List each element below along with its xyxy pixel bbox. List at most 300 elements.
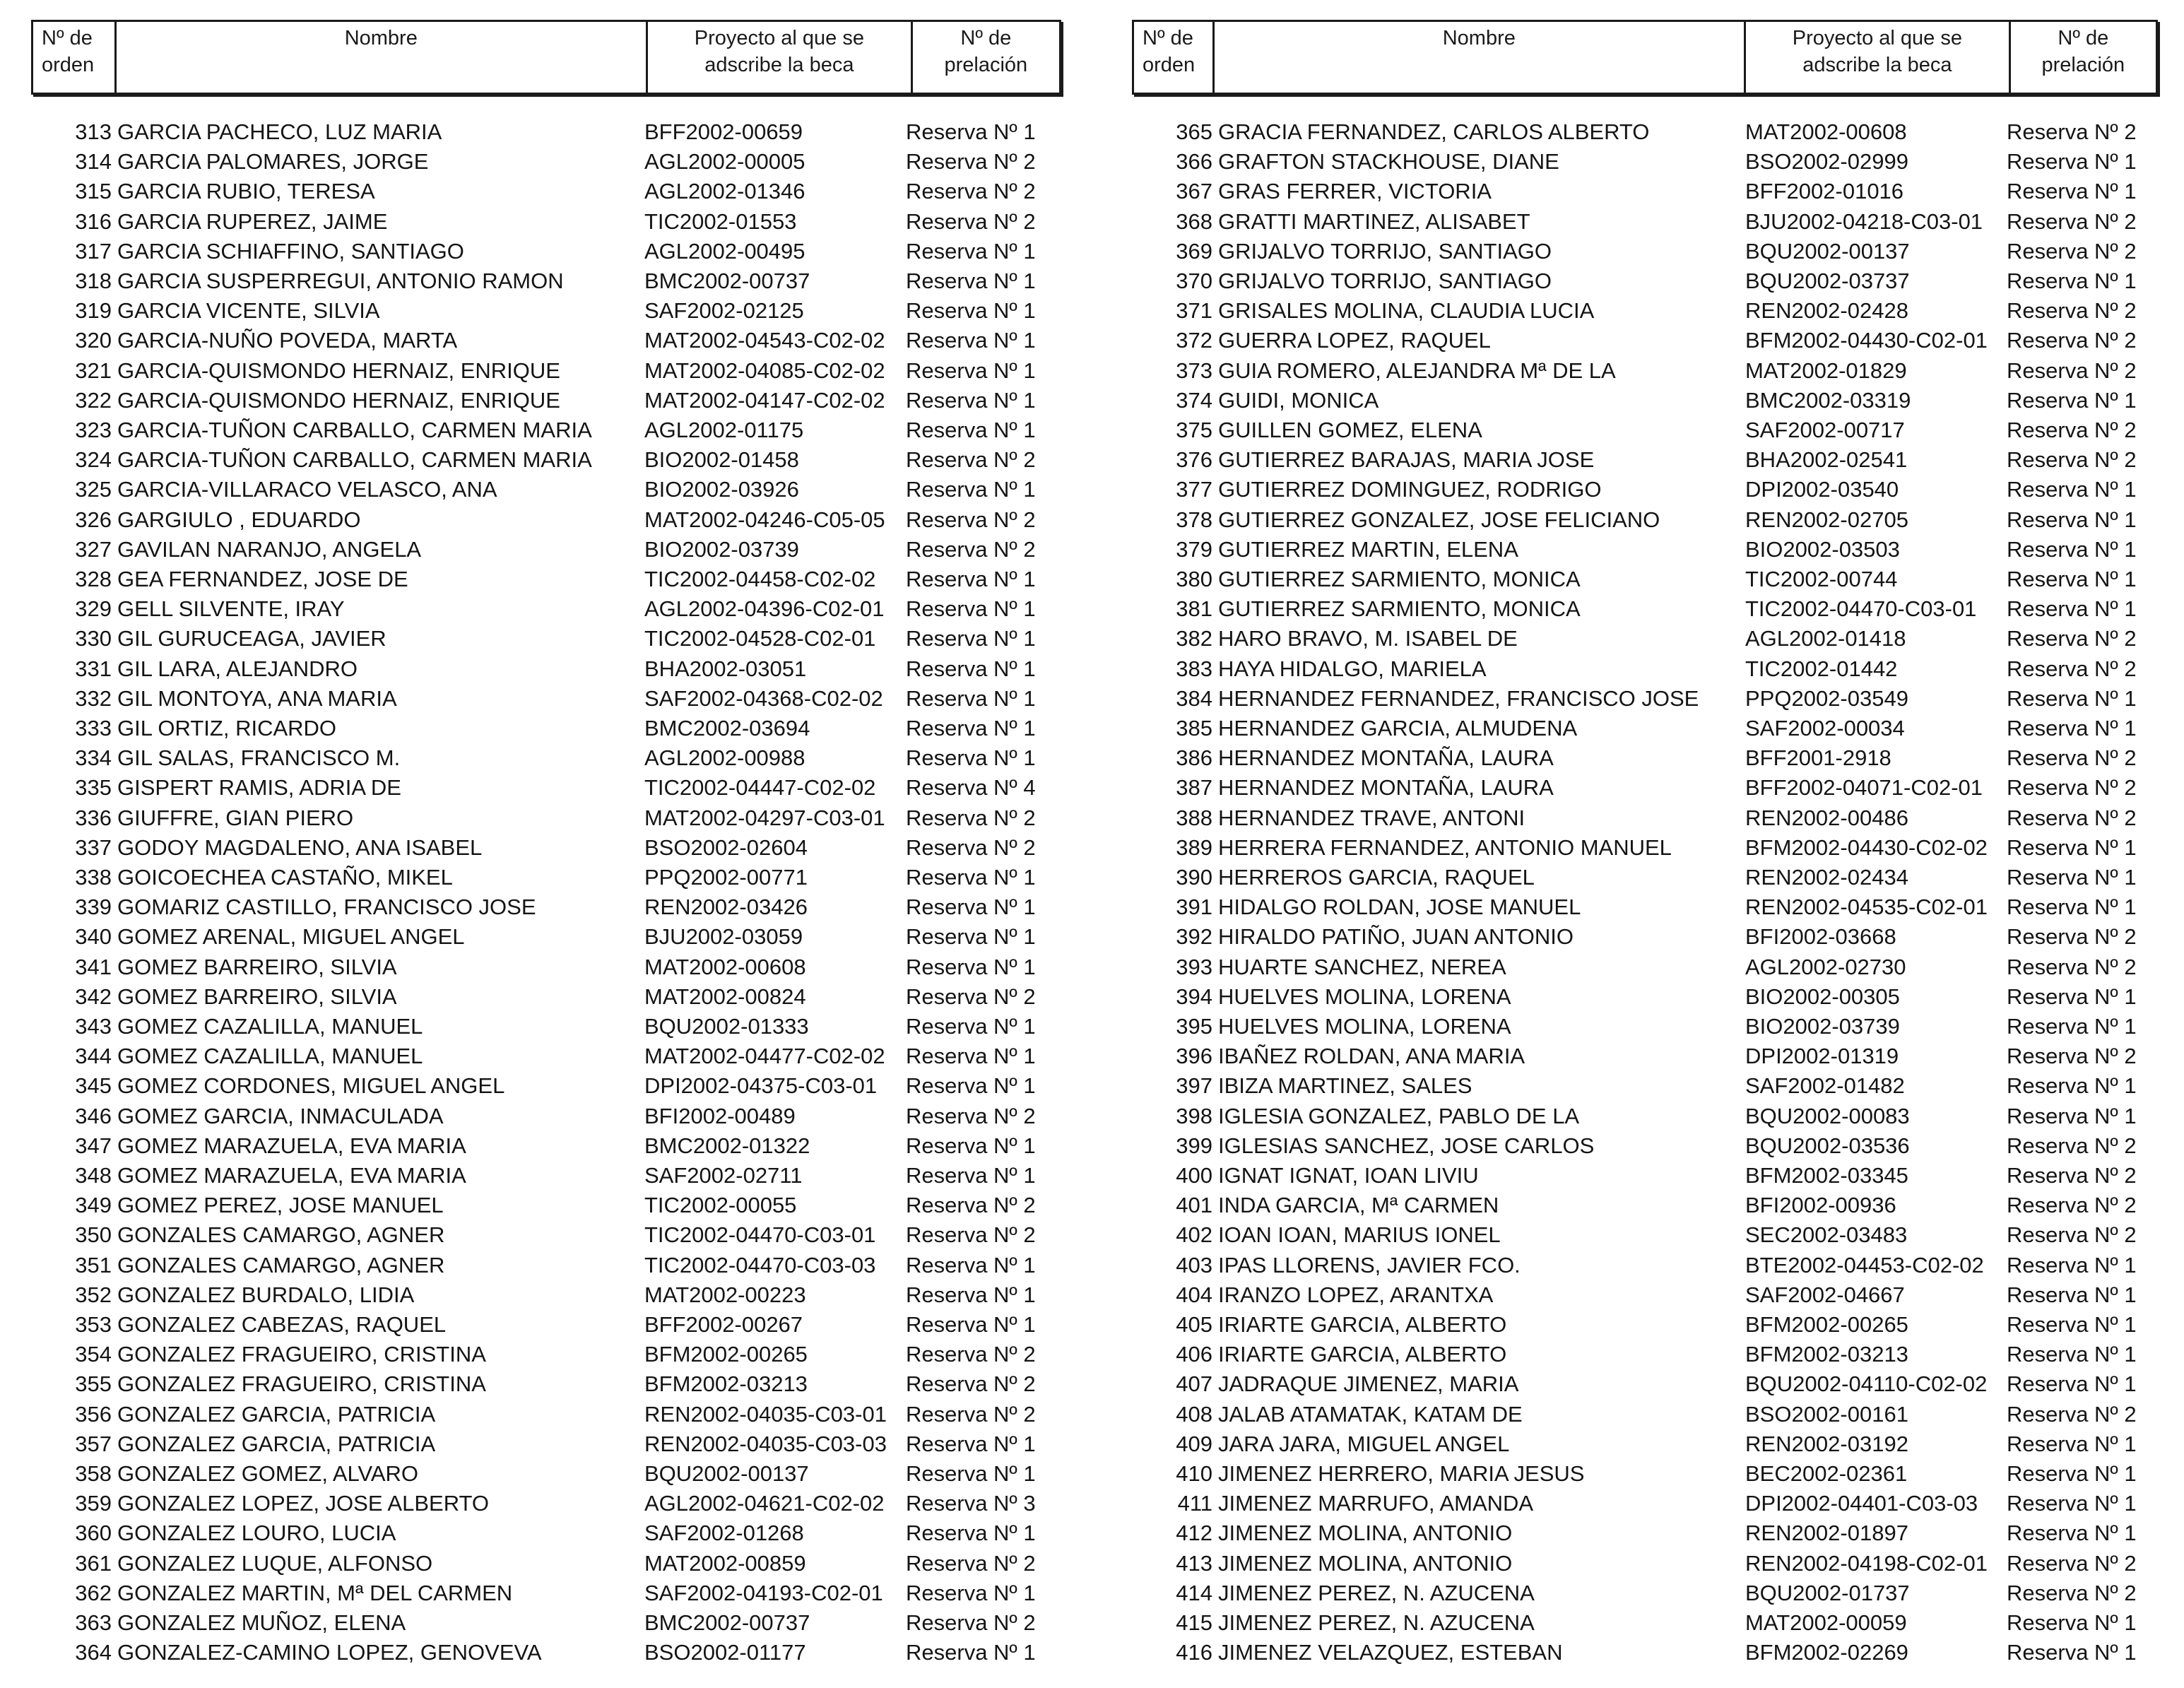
row-project: BIO2002-03503	[1745, 536, 1900, 562]
row-name: HIDALGO ROLDAN, JOSE MANUEL	[1218, 895, 1581, 920]
row-project: SAF2002-00717	[1745, 418, 1905, 442]
row-number: 382	[1176, 626, 1212, 651]
row-project: DPI2002-03540	[1745, 477, 1899, 502]
row-status: Reserva Nº 1	[2007, 1431, 2137, 1456]
row-status: Reserva Nº 1	[906, 1461, 1036, 1486]
row-name: GARCIA RUBIO, TERESA	[117, 179, 375, 204]
row-number: 389	[1176, 834, 1212, 860]
row-status: Reserva Nº 1	[2007, 834, 2137, 860]
row-project: BFM2002-00265	[1745, 1312, 1908, 1337]
row-project: BQU2002-00137	[1745, 238, 1910, 264]
table-row	[1132, 773, 2184, 803]
table-row	[1132, 1400, 2184, 1429]
row-status: Reserva Nº 1	[2007, 1640, 2137, 1665]
row-status: Reserva Nº 1	[2007, 1103, 2137, 1128]
row-number: 356	[75, 1401, 112, 1427]
row-number: 390	[1176, 865, 1212, 890]
row-name: GONZALEZ GARCIA, PATRICIA	[117, 1431, 436, 1456]
row-number: 329	[75, 596, 112, 622]
row-name: GIL LARA, ALEJANDRO	[117, 656, 358, 681]
row-name: GONZALEZ MARTIN, Mª DEL CARMEN	[117, 1580, 513, 1605]
row-name: GONZALEZ MUÑOZ, ELENA	[117, 1610, 406, 1635]
row-name: GARCIA-QUISMONDO HERNAIZ, ENRIQUE	[117, 358, 560, 383]
row-name: GARGIULO , EDUARDO	[117, 507, 361, 532]
row-status: Reserva Nº 2	[2007, 1580, 2137, 1605]
table-row	[1132, 1489, 2184, 1518]
row-name: GONZALES CAMARGO, AGNER	[117, 1222, 445, 1248]
row-number: 349	[75, 1193, 112, 1218]
row-status: Reserva Nº 1	[2007, 895, 2137, 920]
row-project: BMC2002-01322	[644, 1133, 810, 1158]
row-number: 363	[75, 1610, 112, 1635]
row-status: Reserva Nº 2	[906, 1610, 1036, 1635]
row-project: SAF2002-02125	[644, 298, 804, 324]
row-name: GUERRA LOPEZ, RAQUEL	[1218, 328, 1491, 353]
row-number: 388	[1176, 805, 1212, 830]
row-status: Reserva Nº 1	[2007, 387, 2137, 413]
row-project: BFF2002-00267	[644, 1312, 803, 1337]
row-status: Reserva Nº 2	[2007, 775, 2137, 801]
row-project: BIO2002-03739	[644, 536, 799, 562]
table-row	[31, 833, 1091, 863]
row-status: Reserva Nº 2	[906, 984, 1036, 1009]
table-row	[1132, 415, 2184, 445]
row-name: GOMEZ BARREIRO, SILVIA	[117, 984, 397, 1009]
row-project: SAF2002-01482	[1745, 1073, 1905, 1099]
row-status: Reserva Nº 2	[2007, 954, 2137, 979]
row-project: BMC2002-00737	[644, 1610, 810, 1635]
header-proyecto: Proyecto al que se adscribe la beca	[1746, 22, 2011, 93]
row-name: GOMEZ MARAZUELA, EVA MARIA	[117, 1163, 466, 1188]
row-name: JIMENEZ MOLINA, ANTONIO	[1218, 1521, 1513, 1546]
row-number: 404	[1176, 1282, 1212, 1307]
row-number: 405	[1176, 1312, 1212, 1337]
table-row	[31, 803, 1091, 833]
row-number: 343	[75, 1014, 112, 1039]
row-status: Reserva Nº 1	[906, 716, 1036, 740]
row-status: Reserva Nº 2	[2007, 418, 2137, 442]
row-number: 397	[1176, 1073, 1212, 1099]
row-number: 331	[75, 656, 112, 681]
row-status: Reserva Nº 1	[906, 745, 1036, 771]
row-name: GARCIA-QUISMONDO HERNAIZ, ENRIQUE	[117, 387, 560, 413]
row-number: 406	[1176, 1342, 1212, 1367]
row-name: GIL GURUCEAGA, JAVIER	[117, 626, 386, 651]
row-status: Reserva Nº 1	[2007, 596, 2137, 622]
row-number: 350	[75, 1222, 112, 1248]
row-status: Reserva Nº 1	[906, 328, 1036, 353]
row-status: Reserva Nº 2	[2007, 1401, 2137, 1427]
row-name: GOMEZ GARCIA, INMACULADA	[117, 1103, 444, 1128]
row-project: SAF2002-04368-C02-02	[644, 685, 883, 711]
row-number: 318	[75, 268, 112, 293]
row-name: GOMEZ CORDONES, MIGUEL ANGEL	[117, 1073, 505, 1099]
row-number: 326	[75, 507, 112, 532]
row-status: Reserva Nº 2	[906, 536, 1036, 562]
row-number: 373	[1176, 358, 1212, 383]
row-project: REN2002-02428	[1745, 298, 1908, 324]
table-row	[1132, 535, 2184, 565]
row-project: TIC2002-01553	[644, 208, 797, 234]
row-name: GOMEZ MARAZUELA, EVA MARIA	[117, 1133, 466, 1158]
row-status: Reserva Nº 4	[906, 775, 1036, 801]
table-row	[1132, 803, 2184, 833]
row-number: 383	[1176, 656, 1212, 681]
row-project: TIC2002-00744	[1745, 567, 1898, 591]
row-name: GISPERT RAMIS, ADRIA DE	[117, 775, 401, 801]
row-number: 377	[1176, 477, 1212, 502]
row-number: 342	[75, 984, 112, 1009]
row-name: GELL SILVENTE, IRAY	[117, 596, 345, 622]
row-number: 364	[75, 1640, 112, 1665]
table-row	[31, 207, 1091, 237]
row-status: Reserva Nº 2	[2007, 1133, 2137, 1158]
row-number: 317	[75, 238, 112, 264]
row-number: 398	[1176, 1103, 1212, 1128]
row-project: BFM2002-03345	[1745, 1163, 1908, 1188]
row-status: Reserva Nº 1	[906, 567, 1036, 591]
table-row	[1132, 1102, 2184, 1131]
row-number: 333	[75, 716, 112, 740]
row-project: BFF2002-01016	[1745, 179, 1904, 204]
row-project: BIO2002-00305	[1745, 984, 1900, 1009]
row-number: 402	[1176, 1222, 1212, 1248]
row-name: IGNAT IGNAT, IOAN LIVIU	[1218, 1163, 1479, 1188]
row-name: GUILLEN GOMEZ, ELENA	[1218, 418, 1482, 442]
row-name: JIMENEZ VELAZQUEZ, ESTEBAN	[1218, 1640, 1563, 1665]
row-number: 340	[75, 924, 112, 950]
row-name: GONZALEZ LOPEZ, JOSE ALBERTO	[117, 1491, 490, 1516]
table-row	[1132, 863, 2184, 892]
row-project: AGL2002-02730	[1745, 954, 1906, 979]
table-row	[1132, 117, 2184, 147]
table-row	[31, 386, 1091, 415]
row-name: GARCIA SUSPERREGUI, ANTONIO RAMON	[117, 268, 564, 293]
row-name: IRIARTE GARCIA, ALBERTO	[1218, 1342, 1507, 1367]
row-project: BIO2002-01458	[644, 447, 799, 473]
row-project: BJU2002-03059	[644, 924, 803, 950]
row-name: IRANZO LOPEZ, ARANTXA	[1218, 1282, 1494, 1307]
header-proyecto: Proyecto al que se adscribe la beca	[648, 22, 913, 93]
row-project: PPQ2002-00771	[644, 865, 808, 890]
table-row	[31, 1012, 1091, 1041]
row-project: REN2002-04035-C03-01	[644, 1401, 887, 1427]
row-status: Reserva Nº 2	[906, 1103, 1036, 1128]
row-number: 345	[75, 1073, 112, 1099]
row-status: Reserva Nº 2	[2007, 656, 2137, 681]
header-prelacion: Nº de prelación	[944, 27, 1028, 76]
row-name: GARCIA-VILLARACO VELASCO, ANA	[117, 477, 497, 502]
row-project: BQU2002-01737	[1745, 1580, 1910, 1605]
row-status: Reserva Nº 1	[2007, 685, 2137, 711]
row-name: HIRALDO PATIÑO, JUAN ANTONIO	[1218, 924, 1574, 950]
row-number: 355	[75, 1371, 112, 1397]
row-number: 330	[75, 626, 112, 651]
row-project: REN2002-01897	[1745, 1521, 1908, 1546]
row-number: 408	[1176, 1401, 1212, 1427]
row-number: 319	[75, 298, 112, 324]
table-row	[1132, 1310, 2184, 1340]
row-project: SAF2002-00034	[1745, 716, 1905, 740]
row-project: BHA2002-03051	[644, 656, 807, 681]
table-row	[1132, 1220, 2184, 1250]
row-number: 339	[75, 895, 112, 920]
row-name: GOMEZ CAZALILLA, MANUEL	[117, 1014, 423, 1039]
row-number: 396	[1176, 1044, 1212, 1069]
row-number: 358	[75, 1461, 112, 1486]
row-status: Reserva Nº 2	[2007, 447, 2137, 473]
row-number: 410	[1176, 1461, 1212, 1486]
row-status: Reserva Nº 1	[906, 298, 1036, 324]
table-row	[31, 1429, 1091, 1459]
row-status: Reserva Nº 1	[906, 596, 1036, 622]
row-name: IGLESIAS SANCHEZ, JOSE CARLOS	[1218, 1133, 1595, 1158]
row-number: 362	[75, 1580, 112, 1605]
row-number: 354	[75, 1342, 112, 1367]
row-name: GAVILAN NARANJO, ANGELA	[117, 536, 422, 562]
row-status: Reserva Nº 2	[2007, 1550, 2137, 1576]
row-number: 407	[1176, 1371, 1212, 1397]
table-row	[1132, 1340, 2184, 1369]
row-project: BQU2002-00083	[1745, 1103, 1910, 1128]
row-number: 415	[1176, 1610, 1212, 1635]
table-row	[31, 535, 1091, 565]
header-nombre: Nombre	[1215, 22, 1747, 93]
row-status: Reserva Nº 2	[906, 1371, 1036, 1397]
row-number: 366	[1176, 149, 1212, 175]
table-row	[1132, 147, 2184, 177]
row-name: GOMEZ BARREIRO, SILVIA	[117, 954, 397, 979]
row-number: 393	[1176, 954, 1212, 979]
row-status: Reserva Nº 1	[2007, 1521, 2137, 1546]
row-name: GARCIA SCHIAFFINO, SANTIAGO	[117, 238, 464, 264]
table-row	[31, 1608, 1091, 1638]
row-number: 341	[75, 954, 112, 979]
row-project: BTE2002-04453-C02-02	[1745, 1252, 1984, 1277]
row-number: 395	[1176, 1014, 1212, 1039]
row-project: DPI2002-01319	[1745, 1044, 1899, 1069]
row-name: HAYA HIDALGO, MARIELA	[1218, 656, 1487, 681]
row-name: GARCIA-TUÑON CARBALLO, CARMEN MARIA	[117, 447, 592, 473]
table-row	[31, 356, 1091, 386]
row-project: REN2002-04198-C02-01	[1745, 1550, 1988, 1576]
table-row	[1132, 1041, 2184, 1071]
row-name: GRACIA FERNANDEZ, CARLOS ALBERTO	[1218, 119, 1650, 144]
row-number: 322	[75, 387, 112, 413]
row-number: 335	[75, 775, 112, 801]
row-project: BFF2001-2918	[1745, 745, 1891, 771]
table-row	[31, 326, 1091, 355]
table-row	[1132, 833, 2184, 863]
row-status: Reserva Nº 1	[906, 1163, 1036, 1188]
row-status: Reserva Nº 1	[906, 924, 1036, 950]
table-row	[1132, 326, 2184, 355]
row-number: 376	[1176, 447, 1212, 473]
table-row	[31, 1251, 1091, 1280]
row-status: Reserva Nº 1	[906, 1014, 1036, 1039]
row-name: HUARTE SANCHEZ, NEREA	[1218, 954, 1506, 979]
row-number: 375	[1176, 418, 1212, 442]
row-project: REN2002-04035-C03-03	[644, 1431, 887, 1456]
row-number: 399	[1176, 1133, 1212, 1158]
row-project: BQU2002-04110-C02-02	[1745, 1371, 1988, 1397]
header-orden: Nº de orden	[1134, 22, 1215, 93]
row-status: Reserva Nº 2	[906, 805, 1036, 830]
row-name: GONZALEZ LOURO, LUCIA	[117, 1521, 396, 1546]
row-project: SAF2002-04667	[1745, 1282, 1905, 1307]
row-name: GUTIERREZ BARAJAS, MARIA JOSE	[1218, 447, 1595, 473]
row-status: Reserva Nº 1	[2007, 567, 2137, 591]
table-row	[31, 266, 1091, 296]
row-number: 351	[75, 1252, 112, 1277]
row-project: TIC2002-04470-C03-01	[1745, 596, 1977, 622]
table-row	[31, 1549, 1091, 1578]
table-row	[1132, 922, 2184, 952]
table-row	[1132, 1251, 2184, 1280]
table-row	[31, 714, 1091, 743]
table-row	[31, 892, 1091, 922]
row-name: IGLESIA GONZALEZ, PABLO DE LA	[1218, 1103, 1580, 1128]
row-project: BQU2002-03536	[1745, 1133, 1910, 1158]
row-number: 370	[1176, 268, 1212, 293]
row-number: 338	[75, 865, 112, 890]
row-number: 385	[1176, 716, 1212, 740]
row-project: BMC2002-00737	[644, 268, 810, 293]
row-project: TIC2002-04470-C03-01	[644, 1222, 876, 1248]
row-status: Reserva Nº 1	[906, 268, 1036, 293]
table-row	[31, 952, 1091, 982]
row-project: DPI2002-04401-C03-03	[1745, 1491, 1978, 1516]
table-row	[1132, 1638, 2184, 1668]
row-project: BFM2002-03213	[644, 1371, 808, 1397]
row-name: GOICOECHEA CASTAÑO, MIKEL	[117, 865, 453, 890]
row-project: SEC2002-03483	[1745, 1222, 1908, 1248]
row-project: AGL2002-01175	[644, 418, 804, 442]
row-status: Reserva Nº 1	[906, 1073, 1036, 1099]
row-status: Reserva Nº 2	[2007, 1193, 2137, 1218]
row-name: JALAB ATAMATAK, KATAM DE	[1218, 1401, 1523, 1427]
row-number: 348	[75, 1163, 112, 1188]
row-number: 371	[1176, 298, 1212, 324]
row-status: Reserva Nº 1	[2007, 1014, 2137, 1039]
table-row	[31, 1400, 1091, 1429]
row-project: REN2002-03192	[1745, 1431, 1908, 1456]
row-name: GUTIERREZ MARTIN, ELENA	[1218, 536, 1518, 562]
table-row	[31, 565, 1091, 594]
row-project: BSO2002-01177	[644, 1640, 806, 1665]
row-status: Reserva Nº 1	[906, 1521, 1036, 1546]
row-name: GARCIA-TUÑON CARBALLO, CARMEN MARIA	[117, 418, 592, 442]
row-name: JIMENEZ PEREZ, N. AZUCENA	[1218, 1580, 1535, 1605]
row-name: GONZALEZ FRAGUEIRO, CRISTINA	[117, 1371, 486, 1397]
row-name: GRIJALVO TORRIJO, SANTIAGO	[1218, 268, 1552, 293]
row-project: MAT2002-00608	[644, 954, 806, 979]
row-project: BFI2002-00489	[644, 1103, 796, 1128]
row-number: 380	[1176, 567, 1212, 591]
row-name: IBIZA MARTINEZ, SALES	[1218, 1073, 1472, 1099]
table-row	[31, 147, 1091, 177]
row-name: GONZALEZ LUQUE, ALFONSO	[117, 1550, 433, 1576]
table-row	[1132, 594, 2184, 624]
header-orden: Nº de orden	[33, 22, 117, 93]
row-name: JADRAQUE JIMENEZ, MARIA	[1218, 1371, 1519, 1397]
table-row	[31, 684, 1091, 714]
table-row	[31, 594, 1091, 624]
row-number: 392	[1176, 924, 1212, 950]
row-number: 401	[1176, 1193, 1212, 1218]
row-project: BFI2002-00936	[1745, 1193, 1896, 1218]
table-row	[31, 922, 1091, 952]
row-project: REN2002-00486	[1745, 805, 1908, 830]
row-project: MAT2002-04297-C03-01	[644, 805, 885, 830]
row-number: 360	[75, 1521, 112, 1546]
table-row	[31, 1161, 1091, 1191]
row-status: Reserva Nº 1	[2007, 149, 2137, 175]
row-status: Reserva Nº 1	[906, 1580, 1036, 1605]
row-status: Reserva Nº 1	[906, 685, 1036, 711]
row-project: BMC2002-03319	[1745, 387, 1911, 413]
table-row	[31, 624, 1091, 654]
table-row	[31, 445, 1091, 475]
table-row	[1132, 177, 2184, 206]
row-project: BFM2002-02269	[1745, 1640, 1908, 1665]
row-number: 361	[75, 1550, 112, 1576]
row-status: Reserva Nº 2	[906, 179, 1036, 204]
row-name: GUTIERREZ SARMIENTO, MONICA	[1218, 567, 1581, 591]
row-name: GONZALEZ FRAGUEIRO, CRISTINA	[117, 1342, 486, 1367]
row-status: Reserva Nº 2	[2007, 1222, 2137, 1248]
row-name: GOMEZ PEREZ, JOSE MANUEL	[117, 1193, 444, 1218]
row-project: BHA2002-02541	[1745, 447, 1908, 473]
row-project: BSO2002-02999	[1745, 149, 1908, 175]
row-number: 391	[1176, 895, 1212, 920]
row-status: Reserva Nº 1	[2007, 1371, 2137, 1397]
table-row	[1132, 684, 2184, 714]
row-number: 412	[1176, 1521, 1212, 1546]
row-name: HUELVES MOLINA, LORENA	[1218, 1014, 1511, 1039]
table-row	[1132, 1369, 2184, 1399]
table-row	[1132, 1608, 2184, 1638]
row-status: Reserva Nº 2	[2007, 805, 2137, 830]
row-name: IRIARTE GARCIA, ALBERTO	[1218, 1312, 1507, 1337]
row-name: GODOY MAGDALENO, ANA ISABEL	[117, 834, 483, 860]
row-name: GRATTI MARTINEZ, ALISABET	[1218, 208, 1530, 234]
row-name: JIMENEZ HERRERO, MARIA JESUS	[1218, 1461, 1585, 1486]
row-number: 367	[1176, 179, 1212, 204]
row-number: 357	[75, 1431, 112, 1456]
table-row	[1132, 1191, 2184, 1220]
row-status: Reserva Nº 2	[2007, 328, 2137, 353]
row-project: MAT2002-04477-C02-02	[644, 1044, 885, 1069]
row-project: AGL2002-00005	[644, 149, 805, 175]
row-project: REN2002-02434	[1745, 865, 1908, 890]
row-number: 324	[75, 447, 112, 473]
table-row	[31, 1102, 1091, 1131]
row-name: GIUFFRE, GIAN PIERO	[117, 805, 354, 830]
table-row	[1132, 1518, 2184, 1548]
row-status: Reserva Nº 2	[906, 834, 1036, 860]
row-project: MAT2002-00824	[644, 984, 806, 1009]
header-prelacion: Nº de prelación	[2041, 27, 2125, 76]
row-name: GUIA ROMERO, ALEJANDRA Mª DE LA	[1218, 358, 1616, 383]
row-status: Reserva Nº 1	[2007, 477, 2137, 502]
row-number: 409	[1176, 1431, 1212, 1456]
row-status: Reserva Nº 2	[2007, 238, 2137, 264]
table-row	[31, 237, 1091, 266]
row-project: BFM2002-00265	[644, 1342, 808, 1367]
row-name: JIMENEZ MOLINA, ANTONIO	[1218, 1550, 1513, 1576]
table-row	[31, 982, 1091, 1012]
